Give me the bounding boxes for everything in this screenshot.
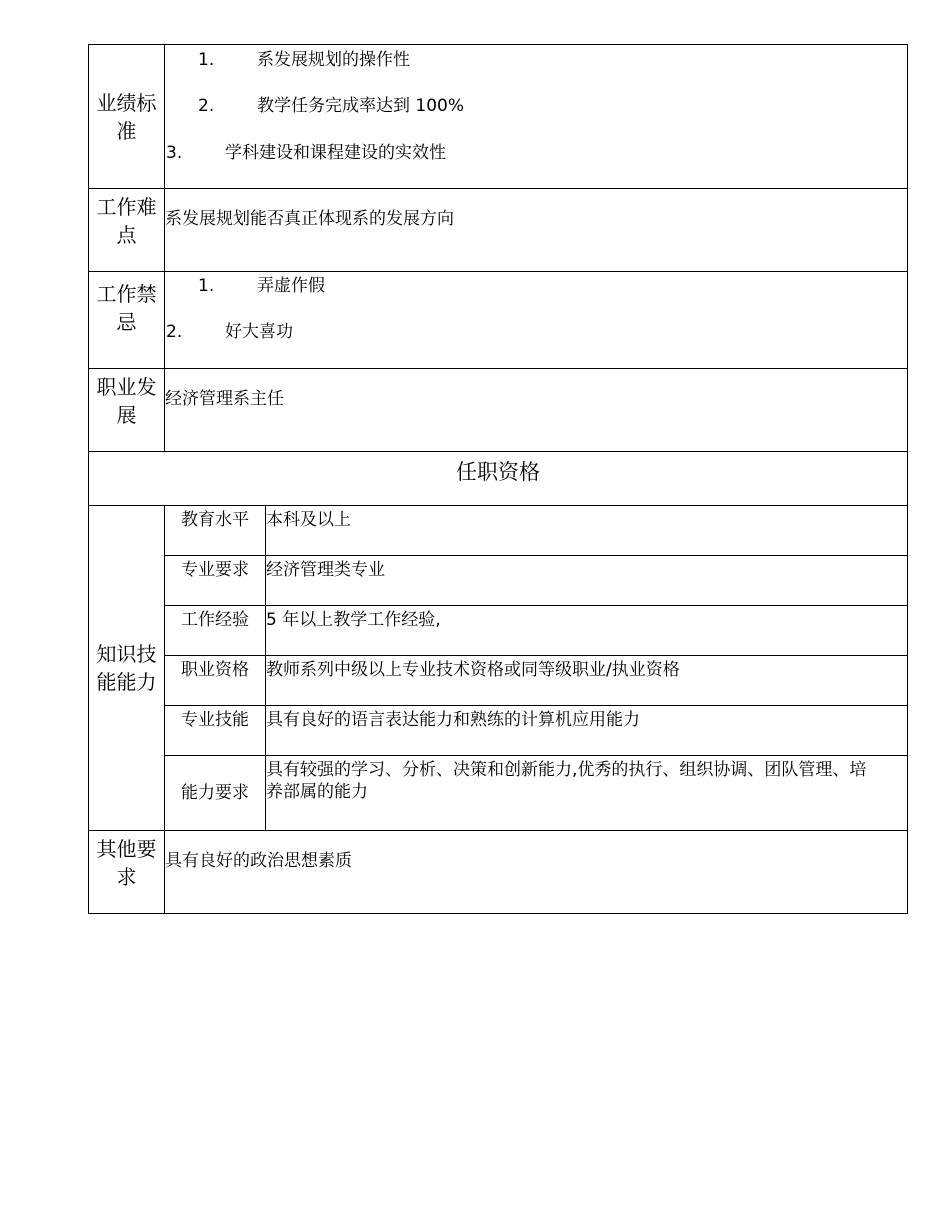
qualification-value: 教师系列中级以上专业技术资格或同等级职业/执业资格 — [266, 656, 908, 706]
experience-label: 工作经验 — [165, 606, 266, 656]
difficulty-text: 系发展规划能否真正体现系的发展方向 — [165, 189, 908, 272]
job-description-sheet — [88, 44, 907, 914]
taboo-list: 1. 弄虚作假 2. 好大喜功 — [165, 272, 908, 369]
row-career — [89, 369, 908, 452]
education-label: 教育水平 — [165, 506, 266, 556]
ability-label: 能力要求 — [165, 756, 266, 831]
skills-label: 知识技能能力 — [89, 506, 165, 831]
row-other — [89, 831, 908, 914]
major-label: 专业要求 — [165, 556, 266, 606]
row-qualification-title — [89, 452, 908, 506]
difficulty-label: 工作难点 — [89, 189, 165, 272]
skills-row-2 — [89, 556, 908, 606]
experience-value: 5 年以上教学工作经验, — [266, 606, 908, 656]
skills-row-1 — [89, 506, 908, 556]
row-taboo — [89, 272, 908, 369]
ability-value: 具有较强的学习、分析、决策和创新能力,优秀的执行、组织协调、团队管理、培养部属的能力 — [266, 756, 908, 831]
education-value: 本科及以上 — [266, 506, 908, 556]
performance-list: 1. 系发展规划的操作性 2. 教学任务完成率达到 100% 3. 学科建设和课程建设的实效性 — [165, 45, 908, 189]
skill-label: 专业技能 — [165, 706, 266, 756]
taboo-label: 工作禁忌 — [89, 272, 165, 369]
qualification-title: 任职资格 — [89, 452, 908, 506]
row-performance — [89, 45, 908, 189]
career-label: 职业发展 — [89, 369, 165, 452]
other-label: 其他要求 — [89, 831, 165, 914]
skills-row-5 — [89, 706, 908, 756]
row-difficulty — [89, 189, 908, 272]
skill-value: 具有良好的语言表达能力和熟练的计算机应用能力 — [266, 706, 908, 756]
skills-row-4 — [89, 656, 908, 706]
qualification-label: 职业资格 — [165, 656, 266, 706]
skills-row-6 — [89, 756, 908, 831]
skills-row-3 — [89, 606, 908, 656]
other-text: 具有良好的政治思想素质 — [165, 831, 908, 914]
major-value: 经济管理类专业 — [266, 556, 908, 606]
career-text: 经济管理系主任 — [165, 369, 908, 452]
job-description-table — [88, 44, 908, 914]
performance-label: 业绩标准 — [89, 45, 165, 189]
